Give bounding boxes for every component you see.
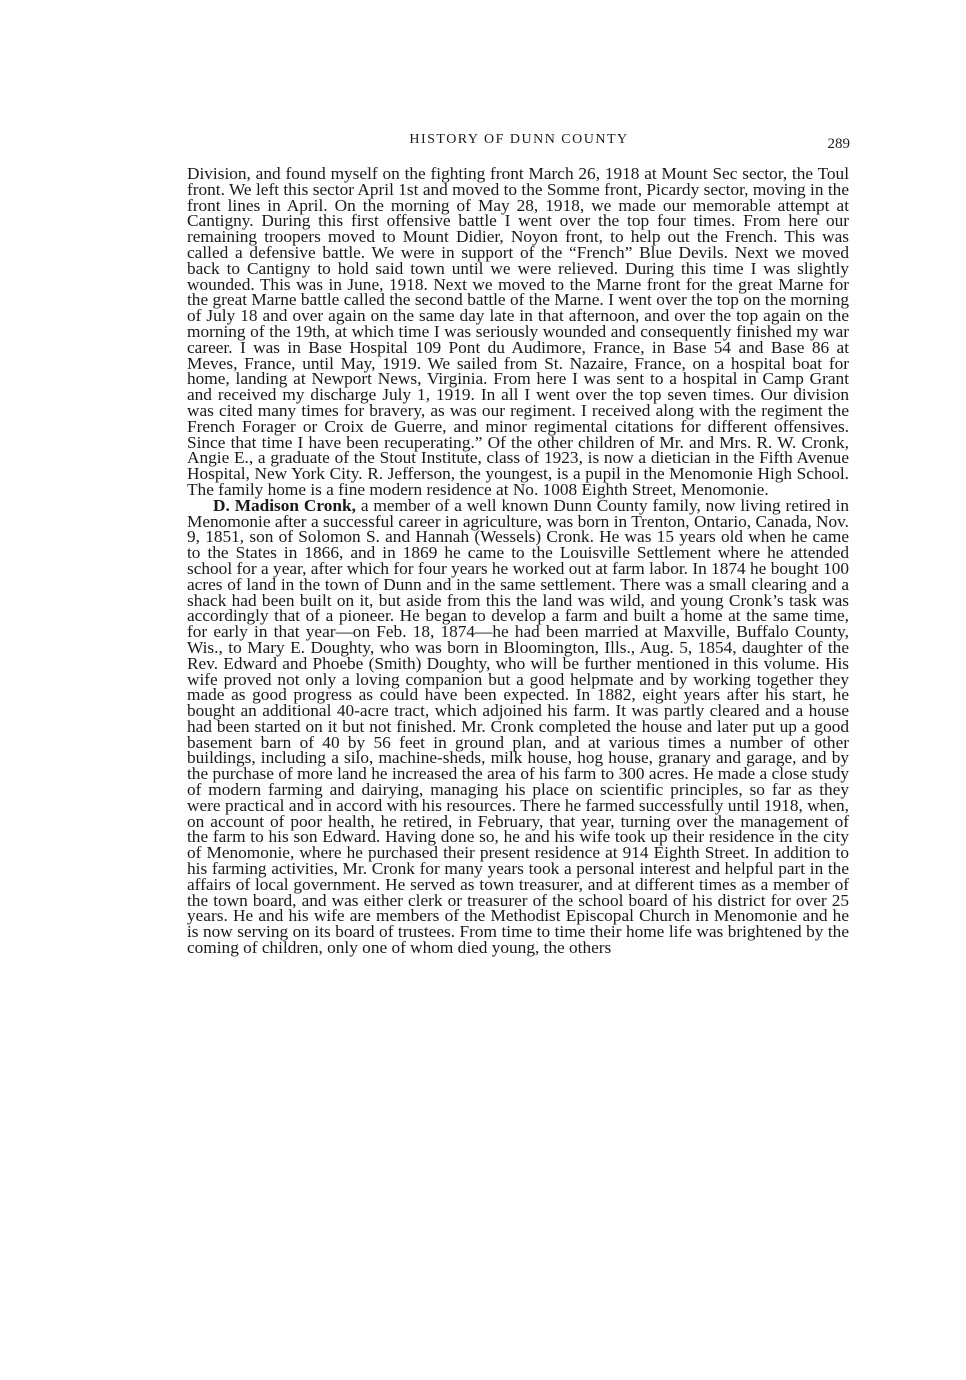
paragraph-continuation	[187, 166, 849, 498]
running-head	[186, 128, 852, 152]
biography-subject-name: D. Madison Cronk,	[213, 495, 356, 515]
paragraph-text: a member of a well known Dunn County family, now living retired in Menomonie after a successful career in agriculture, was born in Trenton, Ontario, Canada, Nov. 9, 1851, son of Solomon S. and Hannah (Wessels) Cronk. He was 15 years old when he came to the States in 1866, and in 1869 he came to the Louisville Settlement where he attended school for a year, after which for four years he worked out at farm labor. In 1874 he bought 100 acres of land in the town of Dunn and in the same settlement. There was a small clearing and a shack had been built on it, but aside from this the land was wild, and young Cronk’s task was accordingly that of a pioneer. He began to develop a farm and built a home at the same time, for early in that year—on Feb. 18, 1874—he had been married at Maxville, Buffalo County, Wis., to Mary E. Doughty, who was born in Bloomington, Ills., Aug. 5, 1854, daughter of the Rev. Edward and Phoebe (Smith) Doughty, who will be further mentioned in this volume. His wife proved not only a loving companion but a good helpmate and by working together they made as good progress as could have been expected. In 1882, eight years after his start, he bought an additional 40-acre tract, which adjoined his farm. It was partly cleared and a house had been started on it but not finished. Mr. Cronk completed the house and later put up a good basement barn of 40 by 56 feet in ground plan, and at various times a number of other buildings, including a silo, machine-sheds, milk house, hog house, granary and garage, and by the purchase of more land he increased the area of his farm to 300 acres. He made a close study of modern farming and dairying, managing his place on scientific principles, so far as they were practical and in accord with his resources. There he farmed successfully until 1918, when, on account of poor health, he retired, in February, that year, turning over the management of the farm to his son Edward. Having done so, he and his wife took up their residence in the city of Menomonie, where he purchased their present residence at 914 Eighth Street. In addition to his farming activities, Mr. Cronk for many years took a personal interest and helpful part in the affairs of local government. He served as town treasurer, and at different times as a member of the town board, and was either clerk or treasurer of the school board of his district for over 25 years. He and his wife are members of the Methodist Episcopal Church in Menomonie and he is now serving on its board of trustees. From time to time their home life was brightened by the coming of children, only one of whom died young, the others	[187, 495, 849, 958]
paragraph-d-madison-cronk	[187, 495, 849, 958]
paragraph-text: Division, and found myself on the fighting front March 26, 1918 at Mount Sec sector, the Toul front. We left this sector April 1st and moved to the Somme front, Picardy sector, moving in the front lines in April. On the morning of May 28, 1918, we made our memorable attempt at Cantigny. During this first offensive battle I went over the top four times. From here our remaining troopers moved to Mount Didier, Noyon front, to help out the French. This was called a defensive battle. We were in support of the “French” Blue Devils. Next we moved back to Cantigny to hold said town until we were relieved. During this time I was slightly wounded. This was in June, 1918. Next we moved to the Marne front for the great Marne for the great Marne battle called the second battle of the Marne. I went over the top on the morning of July 18 and over again on the same day late in that afternoon, and over the top again on the morning of the 19th, at which time I was seriously wounded and consequently finished my war career. I was in Base Hospital 109 Pont du Audimore, France, in Base 54 and Base 86 at Meves, France, until May, 1919. We sailed from St. Nazaire, France, on a hospital boat for home, landing at Newport News, Virginia. From here I was sent to a hospital in Camp Grant and received my discharge July 1, 1919. In all I went over the top seven times. Our division was cited many times for bravery, as was our regiment. I received along with the regiment the French Forager or Croix de Guerre, and minor regimental citations for different offensives. Since that time I have been recuperating.” Of the other children of Mr. and Mrs. R. W. Cronk, Angie E., a graduate of the Stout Institute, class of 1923, is now a dietician in the Fifth Avenue Hospital, New York City. R. Jefferson, the youngest, is a pupil in the Menomonie High School. The family home is a fine modern residence at No. 1008 Eighth Street, Menomonie.	[187, 164, 849, 499]
page-number: 289	[827, 136, 850, 152]
running-title: HISTORY OF DUNN COUNTY	[409, 132, 629, 147]
body-text	[187, 166, 849, 956]
